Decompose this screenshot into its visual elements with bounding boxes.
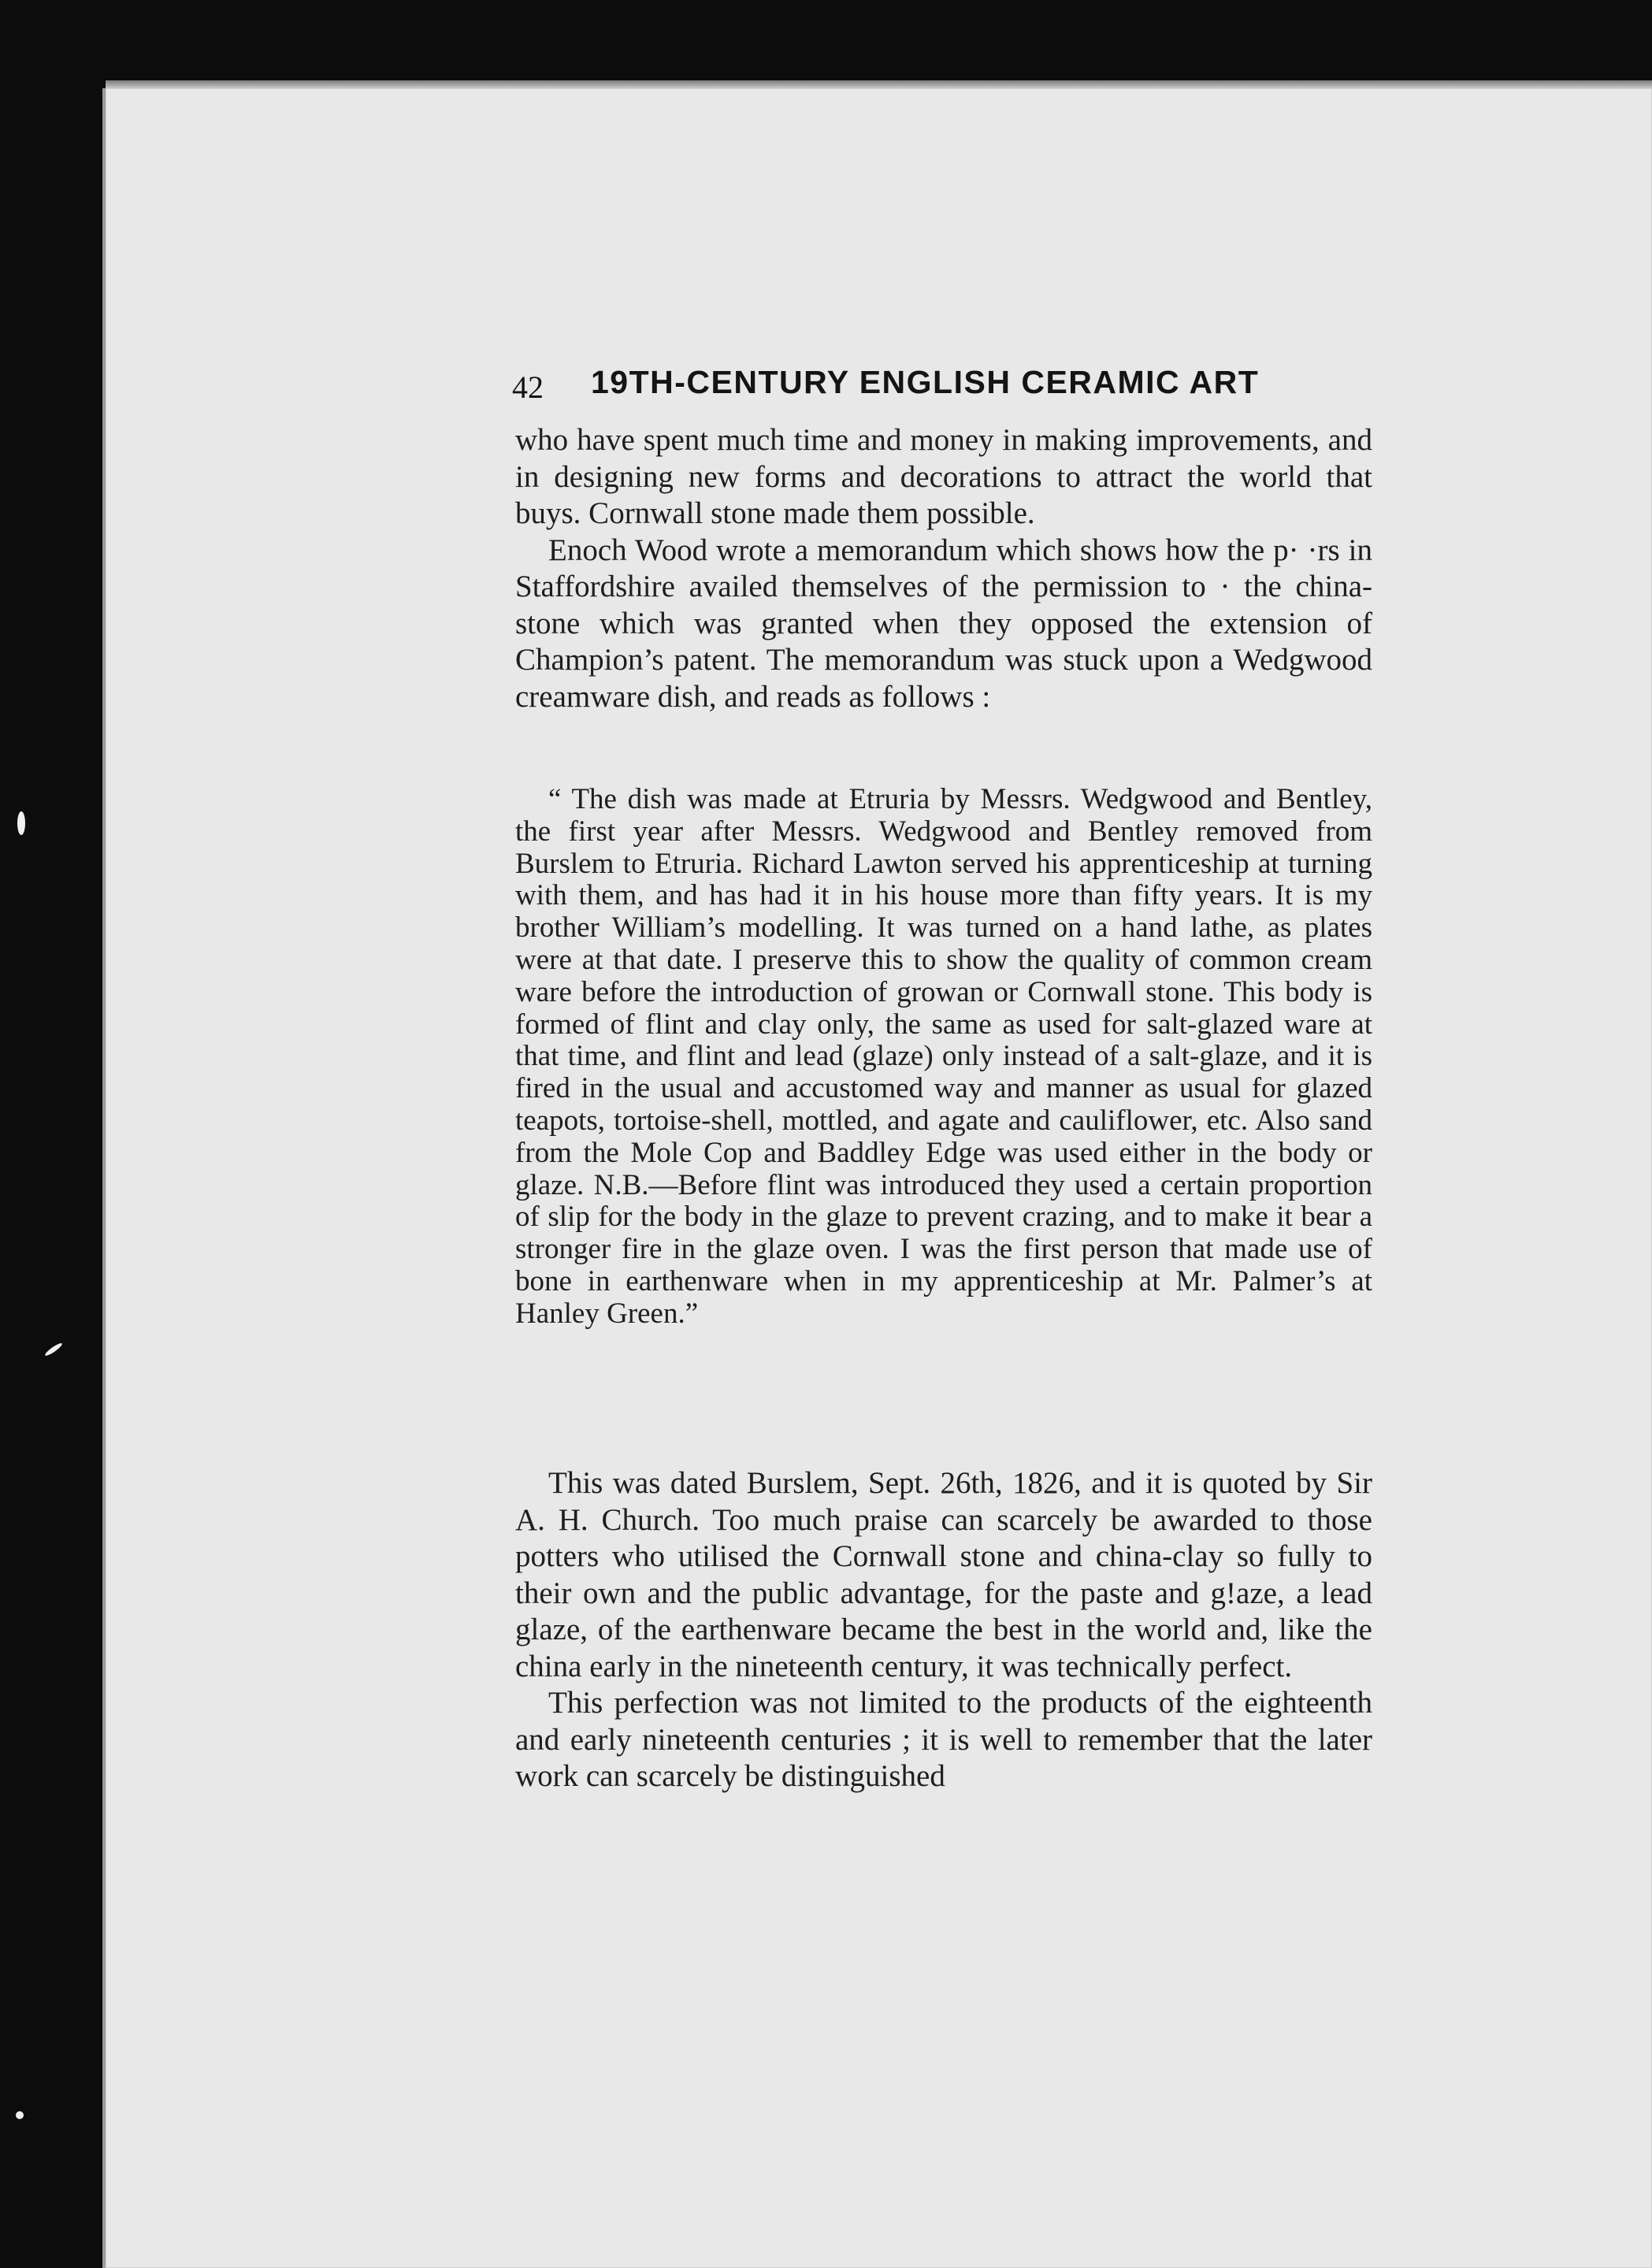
memorandum-quote <box>515 784 1372 1331</box>
running-header <box>512 364 1371 411</box>
page-number: 42 <box>512 369 544 405</box>
quote-paragraph: “ The dish was made at Etruria by Messrs. Wedgwood and Bentley, the first year after Messrs. Wedgwood and Bentley removed from Burslem to Etruria. Richard Lawton served his apprenticeship at turning with them, and has had it in his house more than fifty years. It is my brother William’s modelling. It was turned on a hand lathe, as plates were at that date. I preserve this to show the quality of common cream ware before the introduction of growan or Cornwall stone. This body is formed of flint and clay only, the same as used for salt-glazed ware at that time, and flint and lead (glaze) only instead of a salt-glaze, and it is fired in the usual and accustomed way and manner as usual for glazed teapots, tortoise-shell, mottled, and agate and cauliflower, etc. Also sand from the Mole Cop and Baddley Edge was used either in the body or glaze. N.B.—Before flint was introduced they used a certain proportion of slip for the body in the glaze to prevent crazing, and to make it bear a stronger fire in the glaze oven. I was the first person that made use of bone in earthenware when in my apprenticeship at Mr. Palmer’s at Hanley Green.” <box>515 783 1372 1330</box>
opening-text <box>515 422 1372 715</box>
paragraph-dated-burslem: This was dated Burslem, Sept. 26th, 1826, and it is quoted by Sir A. H. Church. Too much praise can scarcely be awarded to those potters who utilised the Cornwall stone and china-clay so fully to their own and the public advantage, for the paste and g!aze, a lead glaze, of the earthenware became the best in the world and, like the china early in the nineteenth century, it was technically perfect. <box>515 1466 1372 1683</box>
paragraph-continuation: who have spent much time and money in making improvements, and in designing new forms and decorations to attract the world that buys. Cornwall stone made them possible. <box>515 423 1372 530</box>
paragraph-perfection: This perfection was not limited to the products of the eighteenth and early nineteenth centuries ; it is well to remember that the later work can scarcely be distinguished <box>515 1686 1372 1793</box>
margin-speck <box>16 2111 24 2119</box>
closing-text <box>515 1465 1372 1795</box>
running-title: 19TH-CENTURY ENGLISH CERAMIC ART <box>591 364 1260 400</box>
margin-speck <box>17 811 25 835</box>
paragraph-enoch-wood: Enoch Wood wrote a memorandum which shows how the p· ·rs in Staffordshire availed themselves of the permission to · the china-stone which was granted when they opposed the extension of Champion’s patent. The memorandum was stuck upon a Wedgwood creamware dish, and reads as follows : <box>515 533 1372 714</box>
margin-speck <box>44 1342 64 1357</box>
